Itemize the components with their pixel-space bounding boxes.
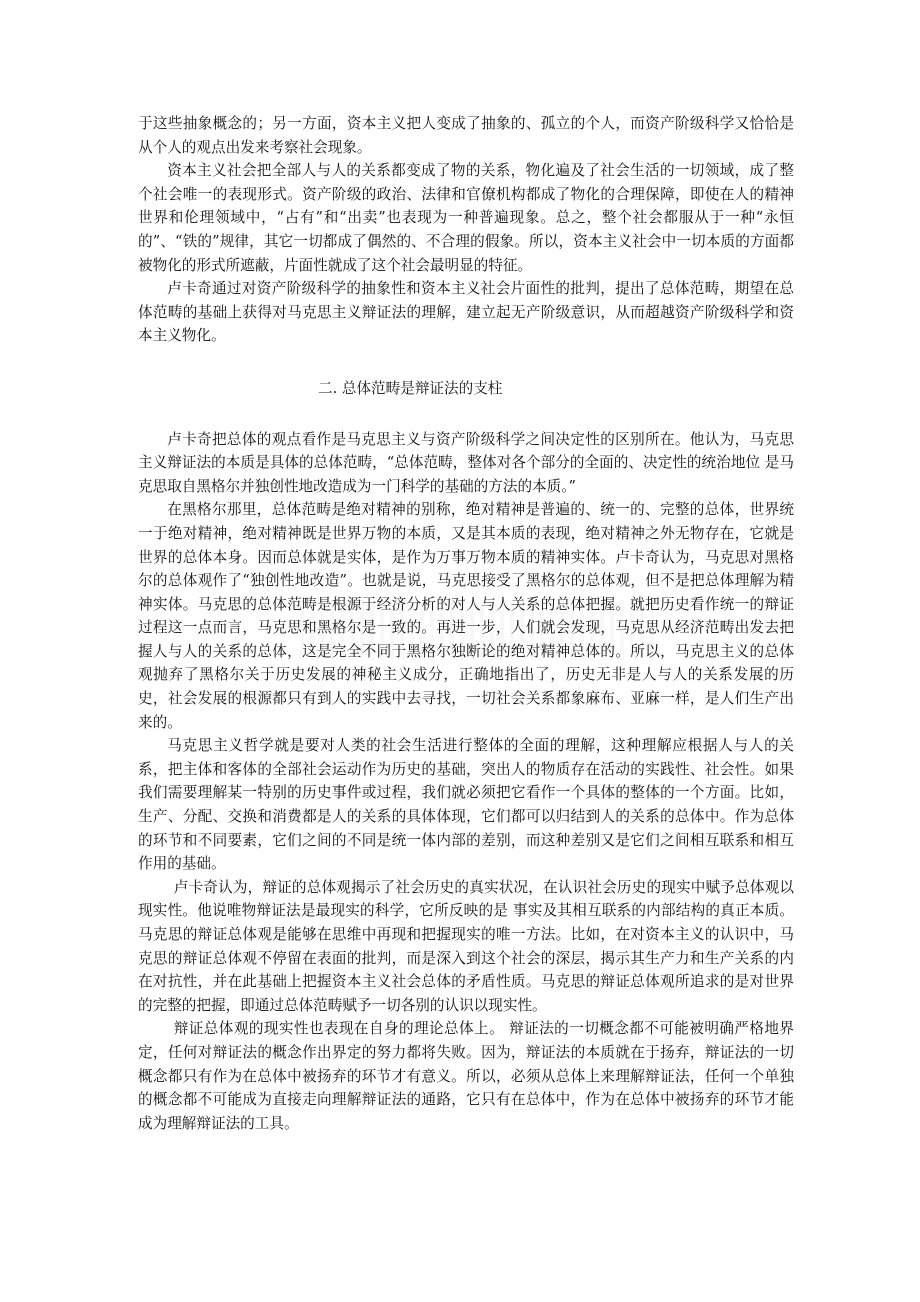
paragraph: 马克思主义哲学就是要对人类的社会生活进行整体的全面的理解，这种理解应根据人与人的关系，把主体和客体的全部社会运动作为历史的基础，突出人的物质存在活动的实践性、社会性。如果我们需要理解某一特别的历史事件或过程，我们就必须把它看作一个具体的整体的一个方面。比如，生产、分配、交换和消费都是人的关系的具体体现，它们都可以归结到人的关系的总体中。作为总体的环节和不同要素，它们之间的不同是统一体内部的差别，而这种差别又是它们之间相互联系和相互作用的基础。 [138,737,794,873]
paragraph: 于这些抽象概念的；另一方面，资本主义把人变成了抽象的、孤立的个人，而资产阶级科学又恰恰是从个人的观点出发来考察社会现象。 [138,115,794,156]
paragraph: 卢卡奇通过对资产阶级科学的抽象性和资本主义社会片面性的批判，提出了总体范畴，期望在总体范畴的基础上获得对马克思主义辩证法的理解，建立起无产阶级意识，从而超越资产阶级科学和资本主义物化。 [138,280,794,345]
paragraph: 卢卡奇认为，辩证的总体观揭示了社会历史的真实状况，在认识社会历史的现实中赋予总体观以现实性。他说唯物辩证法是最现实的科学，它所反映的是 事实及其相互联系的内部结构的真正本质。马克思的辩证总体观是能够在思维中再现和把握现实的唯一方法。比如，在对资本主义的认识中，马克思的辩证总体观不停留在表面的批判，而是深入到这个社会的深层，揭示其生产力和生产关系的内在对抗性，并在此基础上把握资本主义社会总体的矛盾性质。马克思的辩证总体观所追求的是对世界的完整的把握，即通过总体范畴赋予一切各别的认识以现实性。 [138,878,794,1014]
section-heading: 二. 总体范畴是辩证法的支柱 [318,379,503,397]
paragraph: 卢卡奇把总体的观点看作是马克思主义与资产阶级科学之间决定性的区别所在。他认为，马克思主义辩证法的本质是具体的总体范畴，“总体范畴，整体对各个部分的全面的、决定性的统治地位 是马克思取自黑格尔并独创性地改造成为一门科学的基础的方法的本质。” [138,430,794,495]
paragraph: 在黑格尔那里，总体范畴是绝对精神的别称，绝对精神是普遍的、统一的、完整的总体，世界统一于绝对精神，绝对精神既是世界万物的本质，又是其本质的表现，绝对精神之外无物存在，它就是世界的总体本身。因而总体就是实体，是作为万事万物本质的精神实体。卢卡奇认为，马克思对黑格尔的总体观作了“独创性地改造”。也就是说，马克思接受了黑格尔的总体观，但不是把总体理解为精神实体。马克思的总体范畴是根源于经济分析的对人与人关系的总体把握。就把历史看作统一的辩证过程这一点而言，马克思和黑格尔是一致的。再进一步，人们就会发现，马克思从经济范畴出发去把握人与人的关系的总体，这是完全不同于黑格尔独断论的绝对精神总体的。所以，马克思主义的总体观抛弃了黑格尔关于历史发展的神秘主义成分，正确地指出了，历史无非是人与人的关系发展的历史，社会发展的根源都只有到人的实践中去寻找，一切社会关系都象麻布、亚麻一样，是人们生产出来的。 [138,501,794,731]
paragraph: 资本主义社会把全部人与人的关系都变成了物的关系，物化遍及了社会生活的一切领域，成了整个社会唯一的表现形式。资产阶级的政治、法律和官僚机构都成了物化的合理保障，即使在人的精神世界和伦理领域中，“占有”和“出卖”也表现为一种普遍现象。总之，整个社会都服从于一种“永恒的”、“铁的”规律，其它一切都成了偶然的、不合理的假象。所以，资本主义社会中一切本质的方面都被物化的形式所遮蔽，片面性就成了这个社会最明显的特征。 [138,162,794,274]
document-body [138,112,794,1135]
paragraph: 辩证总体观的现实性也表现在自身的理论总体上。 辩证法的一切概念都不可能被明确严格地界定，任何对辩证法的概念作出界定的努力都将失败。因为，辩证法的本质就在于扬弃，辩证法的一切概念都只有作为在总体中被扬弃的环节才有意义。所以，必须从总体上来理解辩证法，任何一个单独的概念都不可能成为直接走向理解辩证法的通路，它只有在总体中，作为在总体中被扬弃的环节才能成为理解辩证法的工具。 [138,1020,794,1132]
